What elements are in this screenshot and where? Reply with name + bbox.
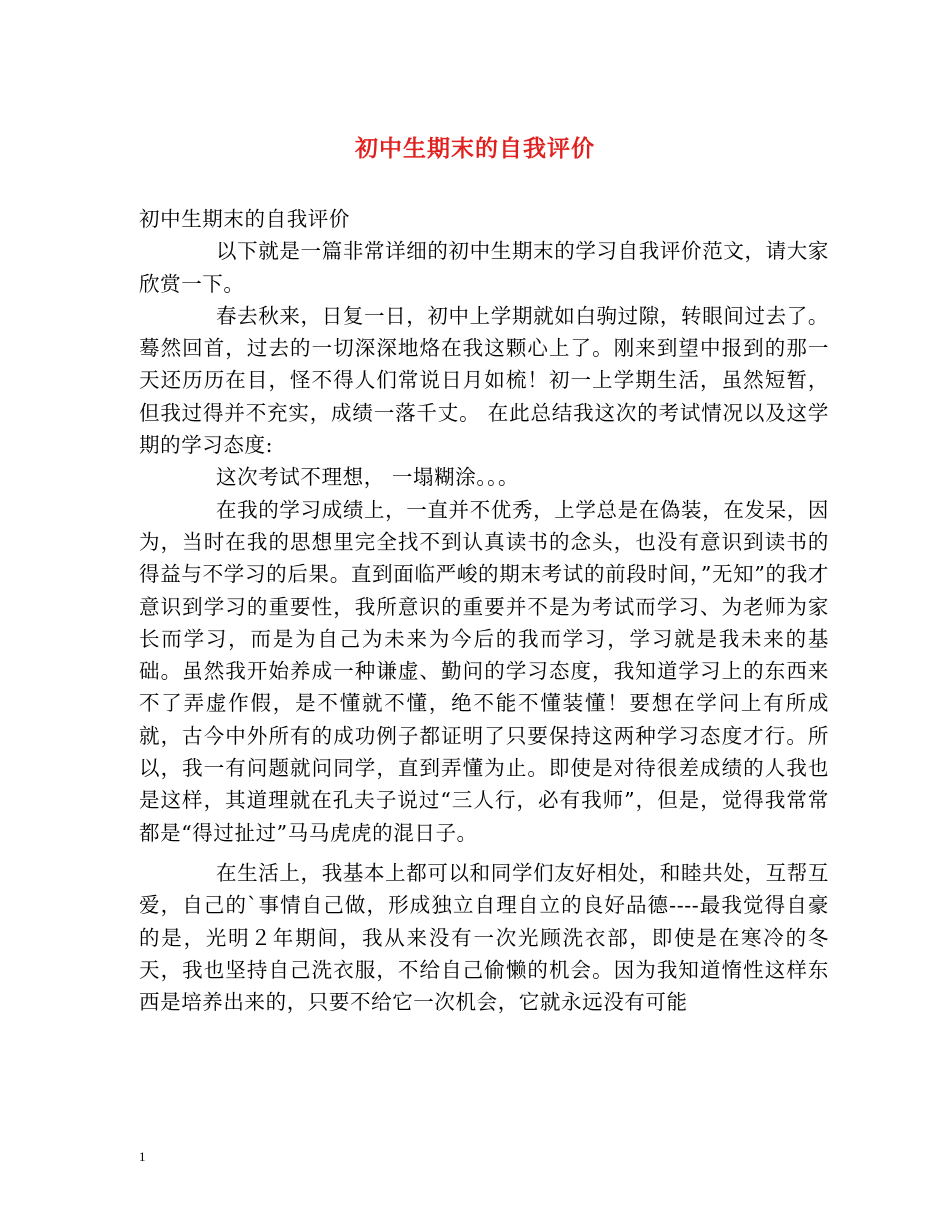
paragraph-exam: 这次考试不理想， 一塌糊涂。。。 (216, 465, 520, 490)
paragraph-intro: 以下就是一篇非常详细的初中生期末的学习自我评价范文，请大家欣赏一下。 (139, 239, 829, 296)
document-body (139, 203, 829, 1018)
paragraph-study: 在我的学习成绩上，一直并不优秀，上学总是在偽装，在发呆，因为，当时在我的思想里完全找不到认真读书的念头，也没有意识到读书的得益与不学习的后果。直到面临严峻的期末考试的前段时间，”无知”的我才意识到学习的重要性，我所意识的重要并不是为考试而学习、为老师为家长而学习，而是为自己为未来为今后的我而学习，学习就是我未来的基础。虽然我开始养成一种谦虚、勤问的学习态度，我知道学习上的东西来不了弄虚作假，是不懂就不懂，绝不能不懂装懂！要想在学问上有所成就，古今中外所有的成功例子都证明了只要保持这两种学习态度才行。所以，我一有问题就问同学，直到弄懂为止。即使是对待很差成绩的人我也是这样，其道理就在孔夫子说过“三人行，必有我师”，但是，觉得我常常都是“得过扯过”马马虎虎的混日子。 (139, 497, 829, 845)
paragraph-semester: 春去秋来，日复一日，初中上学期就如白驹过隙，转眼间过去了。蓦然回首，过去的一切深深地烙在我这颗心上了。刚来到望中报到的那一天还历历在目，怪不得人们常说日月如梳！初一上学期生活，虽然短暂，但我过得并不充实，成绩一落千丈。 在此总结我这次的考试情况以及这学期的学习态度: (139, 303, 829, 458)
paragraph-life: 在生活上，我基本上都可以和同学们友好相处，和睦共处，互帮互爱，自己的`事情自己做，形成独立自理自立的良好品德----最我觉得自豪的是，光明２年期间，我从来没有一次光顾洗衣部，即使是在寒冷的冬天，我也坚持自己洗衣服，不给自己偷懒的机会。因为我知道惰性这样东西是培养出来的，只要不给它一次机会，它就永远没有可能 (139, 860, 829, 1015)
page-number: 1 (139, 1149, 146, 1164)
document-title: 初中生期末的自我评价 (355, 135, 595, 162)
paragraph-heading: 初中生期末的自我评价 (139, 207, 350, 231)
